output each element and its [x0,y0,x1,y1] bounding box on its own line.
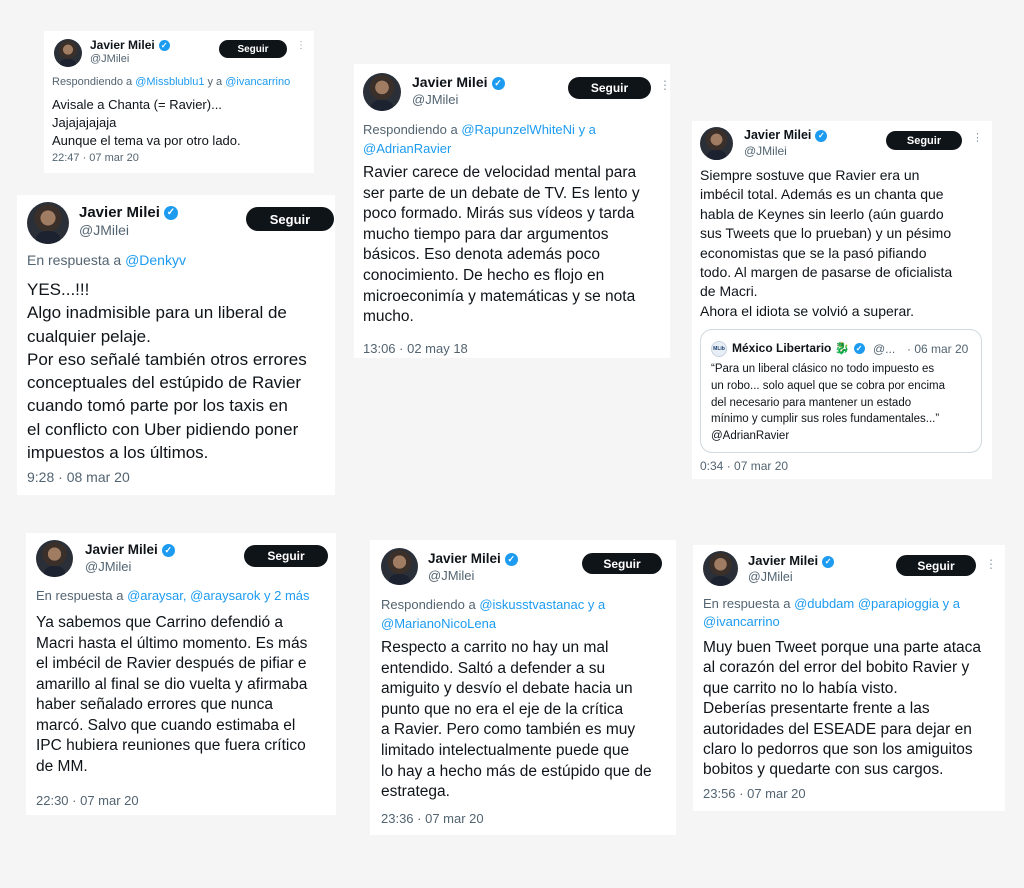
mention-link[interactable]: @dubdam @parapioggia [794,596,939,611]
mention-link[interactable]: @iskusstvastanac [479,597,585,612]
verified-badge-icon: ✓ [505,553,518,566]
quoted-line: un robo... solo aquel que se cobra por encima [711,379,945,392]
tweet-line: Algo inadmisible para un liberal de [27,303,287,323]
tweet-line: Jajajajajaja [52,115,117,130]
follow-button[interactable]: Seguir [246,207,334,231]
reply-context [703,595,960,631]
follow-button[interactable]: Seguir [886,131,962,150]
timestamp[interactable]: 23:36 · 07 mar 20 [381,811,484,826]
author-handle: @JMilei [85,559,132,574]
mention-link[interactable]: @MarianoNicoLena [381,616,497,631]
tweet-line: conocimiento. De hecho es flojo en [363,266,605,284]
avatar[interactable] [27,202,69,244]
tweet-line: lo hay a hecho más de estúpido que de [381,762,652,780]
timestamp[interactable]: 23:56 · 07 mar 20 [703,786,806,801]
tweet-line: Avisale a Chanta (= Ravier)... [52,97,222,112]
tweet-line: cuando tomó parte por los taxis en [27,396,288,416]
quoted-line: del necesario para mantener un estado [711,396,912,409]
tweet-text [363,163,640,328]
avatar[interactable] [363,73,401,111]
tweet-line: Ahora el idiota se volvió a superar. [700,302,915,319]
quoted-line: “Para un liberal clásico no todo impuesto es [711,363,935,375]
mention-link: y a [584,597,606,612]
more-options-icon[interactable]: ⋮ [659,78,670,92]
tweet-line: amarillo al final se dio vuelta y afirmaba [36,675,308,693]
tweet-line: marcó. Salvo que cuando estimaba el [36,716,296,734]
avatar[interactable] [36,540,73,577]
timestamp[interactable]: 22:30 · 07 mar 20 [36,793,139,808]
reply-prefix: Respondiendo a [52,76,136,88]
follow-button[interactable]: Seguir [582,553,662,574]
tweet-card[interactable] [17,195,335,495]
tweet-line: básicos. Eso denota además poco [363,246,600,264]
tweet-line: Aunque el tema va por otro lado. [52,133,241,148]
quoted-date: · 06 mar 20 [907,342,969,356]
tweet-line: amiguito y desvío el debate hacia un [381,680,633,698]
tweet-line: que carrito no lo había visto. [703,679,898,697]
tweet-line: conceptuales del estúpido de Ravier [27,373,302,393]
author-name[interactable]: Javier Milei ✓ [412,74,505,90]
reply-prefix: En respuesta a [36,588,128,603]
reply-context [36,588,310,603]
tweet-line: microeconimía y matemáticas y se nota [363,287,636,305]
mention-link[interactable]: @Missblublu1 [135,76,205,88]
reply-context [27,252,186,268]
verified-badge-icon: ✓ [159,40,170,51]
quoted-tweet[interactable] [700,329,982,453]
more-options-icon[interactable]: ⋮ [985,557,996,571]
tweet-card[interactable] [354,64,670,358]
tweet-line: de MM. [36,757,88,775]
verified-badge-icon: ✓ [492,77,505,90]
tweet-line: el imbécil de Ravier después de pifiar e [36,655,307,672]
reply-prefix: Respondiendo a [381,597,480,612]
avatar[interactable] [54,39,82,67]
author-name[interactable]: Javier Milei ✓ [744,128,827,142]
verified-badge-icon: ✓ [164,206,178,220]
author-handle: @JMilei [79,222,129,238]
quoted-avatar: MLib [711,341,727,357]
timestamp[interactable]: 22:47 · 07 mar 20 [52,152,139,164]
quoted-text [711,361,945,445]
tweet-line: claro lo pedorros que son los amiguitos [703,741,973,759]
tweet-line: Respecto a carrito no hay un mal [381,639,609,656]
verified-badge-icon: ✓ [854,343,865,354]
tweet-line: punto que no era el eje de la crítica [381,700,624,718]
tweet-line: Siempre sostuve que Ravier era un [700,167,920,183]
author-handle: @JMilei [90,53,130,65]
author-name[interactable]: Javier Milei ✓ [428,551,518,566]
tweet-line: autoridades del ESEADE para dejar en [703,720,972,738]
tweet-line: Ya sabemos que Carrino defendió a [36,614,284,631]
reply-prefix: Respondiendo a [363,122,462,137]
tweet-line: limitado intelectualmente puede que [381,741,630,759]
author-handle: @JMilei [748,570,793,584]
tweet-text [703,638,981,781]
mention-link[interactable]: @ivancarrino [703,614,780,629]
reply-mid: y a [204,76,226,88]
tweet-text [27,278,307,464]
tweet-line: Macri hasta el último momento. Es más [36,634,308,652]
author-name[interactable]: Javier Milei ✓ [85,542,175,557]
tweet-line: el conflicto con Uber pidiendo poner [27,419,299,439]
verified-badge-icon: ✓ [162,544,175,557]
reply-prefix: En respuesta a [27,252,126,268]
tweet-card[interactable] [693,545,1005,811]
tweet-line: habla de Keynes sin leerlo (aún guardo [700,205,944,222]
more-options-icon[interactable]: ⋮ [296,40,305,51]
tweet-line: mucho tiempo para dar argumentos [363,225,609,243]
reply-prefix: En respuesta a [703,596,795,611]
tweet-line: de Macri. [700,283,758,300]
quoted-author-name: México Libertario 🐉 ✓ [732,341,865,355]
avatar[interactable] [703,551,738,586]
tweet-line: haber señalado errores que nunca [36,696,273,713]
timestamp[interactable]: 13:06 · 02 may 18 [363,341,468,356]
quoted-author-handle: @... [873,342,896,356]
tweet-line: impuestos a los últimos. [27,443,209,463]
tweet-line: ser parte de un debate de TV. Es lento y [363,184,640,202]
tweet-line: a Ravier. Pero como también es muy [381,721,636,739]
mention-link[interactable]: @AdrianRavier [363,141,452,156]
timestamp[interactable]: 0:34 · 07 mar 20 [700,459,789,473]
mention-link[interactable]: @RapunzelWhiteNi [461,122,575,137]
author-handle: @JMilei [412,92,459,107]
tweet-line: mucho. [363,308,414,326]
follow-button[interactable]: Seguir [244,545,328,567]
avatar[interactable] [381,548,418,585]
author-name[interactable]: Javier Milei ✓ [90,38,170,52]
tweet-text [381,638,652,803]
reply-context [381,595,605,633]
tweet-card[interactable] [370,540,676,835]
reply-context [52,76,290,88]
verified-badge-icon: ✓ [815,130,827,142]
timestamp[interactable]: 9:28 · 08 mar 20 [27,469,130,485]
mention-link[interactable]: @Denkyv [125,252,186,268]
follow-button[interactable]: Seguir [219,40,287,58]
tweet-line: Ravier carece de velocidad mental para [363,164,637,181]
tweet-card[interactable] [692,121,992,479]
tweet-line: Por eso señalé también otros errores [27,349,307,369]
tweet-line: poco formado. Mirás sus vídeos y tarda [363,205,635,223]
mention-link: y a [939,596,960,611]
tweet-line: bobitos y quedarte con sus cargos. [703,761,944,779]
tweet-card[interactable] [26,533,336,815]
author-name[interactable]: Javier Milei ✓ [748,553,834,568]
tweet-line: economistas que se la pasó pifiando [700,244,927,261]
tweet-text [700,166,952,321]
avatar[interactable] [700,127,733,160]
author-name[interactable]: Javier Milei ✓ [79,204,178,221]
tweet-card[interactable] [44,31,314,173]
tweet-line: Deberías presentarte frente a las [703,700,930,718]
tweet-line: estratega. [381,783,450,801]
follow-button[interactable]: Seguir [896,555,976,576]
tweet-line: entendido. Saltó a defender a su [381,659,606,677]
author-handle: @JMilei [428,568,475,583]
tweet-line: imbécil total. Además es un chanta que [700,186,944,203]
tweet-text [36,613,307,777]
more-options-icon[interactable]: ⋮ [972,132,982,144]
tweet-line: Muy buen Tweet porque una parte ataca [703,639,982,656]
tweet-text [52,96,241,150]
tweet-line: YES...!!! [27,280,90,299]
mention-link: y a [574,122,596,137]
tweet-line: cualquier pelaje. [27,326,151,346]
mention-link[interactable]: @araysar, @araysarok y 2 más [127,588,310,603]
follow-button[interactable]: Seguir [568,77,651,99]
tweet-line: IPC hubiera reuniones que fuera crítico [36,737,306,754]
verified-badge-icon: ✓ [822,556,834,568]
tweet-line: todo. Al margen de pasarse de oficialista [700,264,953,281]
tweet-line: sus Tweets que lo prueban) y un pésimo [700,225,952,242]
quoted-line: @AdrianRavier [711,430,790,443]
reply-context [363,120,596,158]
quoted-line: mínimo y cumplir sus roles fundamentales...” [711,413,940,426]
mention-link[interactable]: @ivancarrino [225,76,291,88]
author-handle: @JMilei [744,144,787,158]
tweet-line: al corazón del error del bobito Ravier y [703,659,970,677]
